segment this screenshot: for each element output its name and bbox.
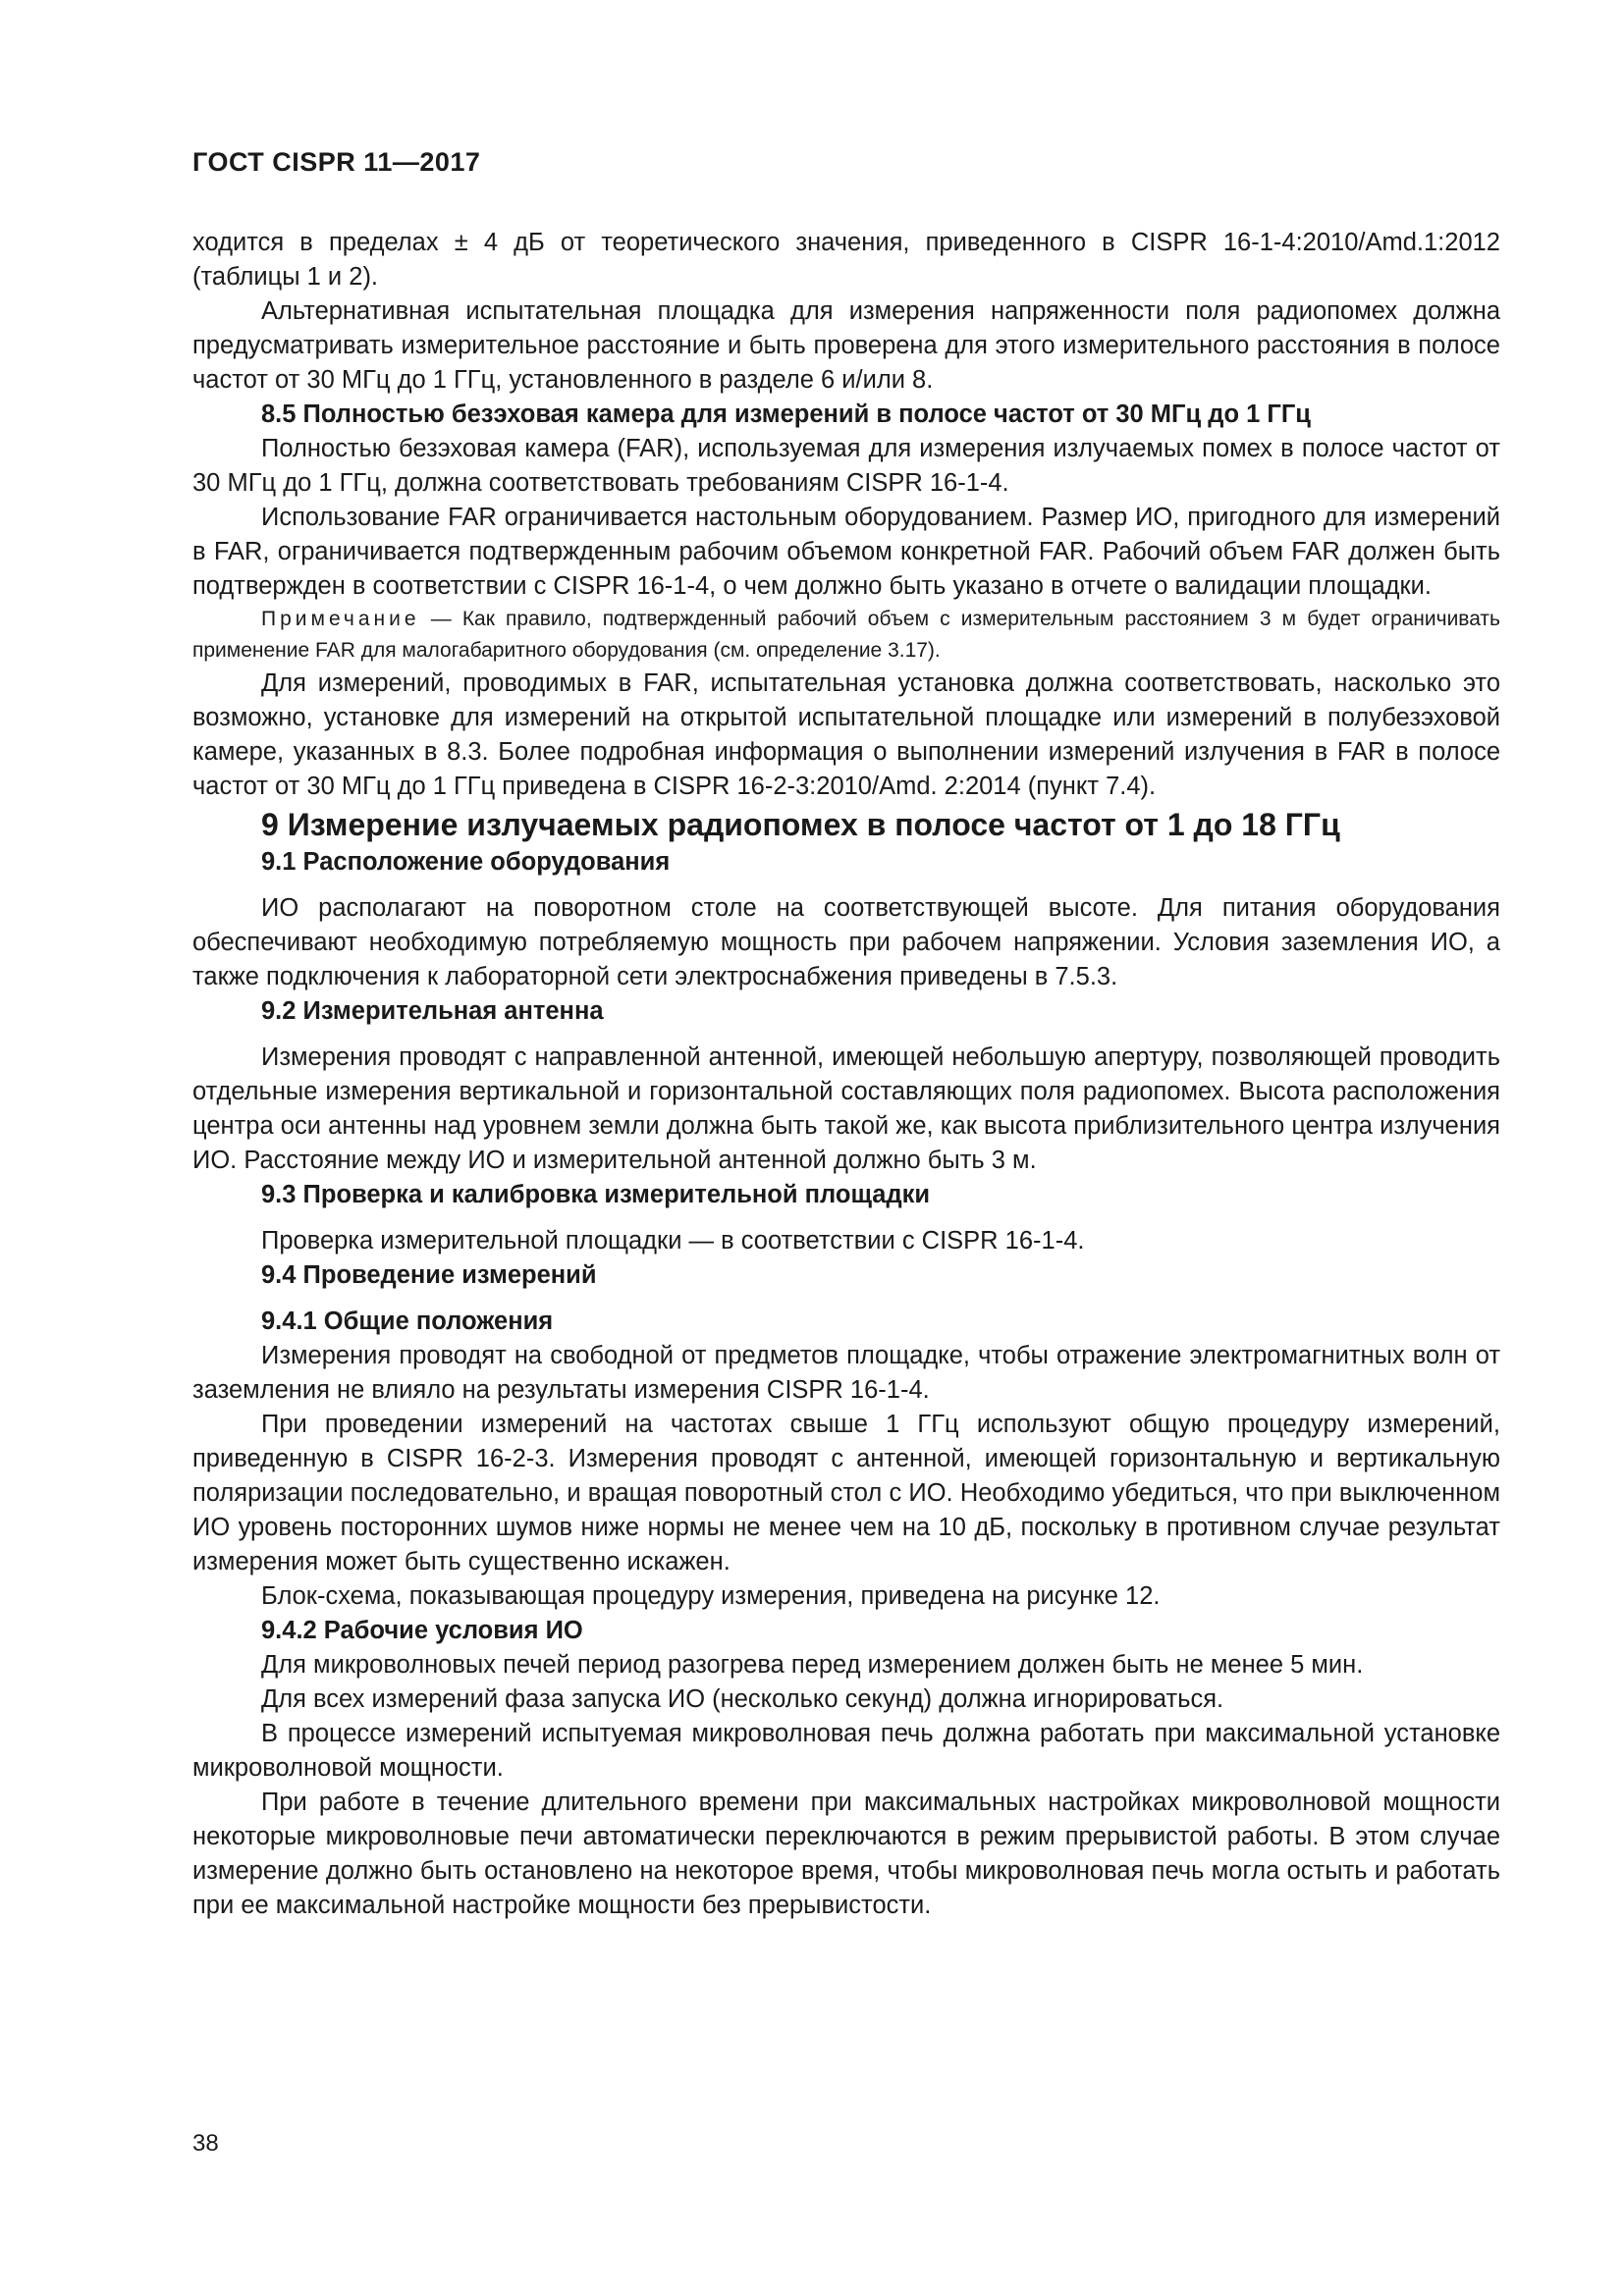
paragraph: Для измерений, проводимых в FAR, испытательная установка должна соответствовать, насколько это возможно, установке для измерений на открытой испытательной площадке или измерений в полубезэховой камере, указанных в 8.3. Более подробная информация о выполнении измерений излучения в FAR в полосе частот от 30 МГц до 1 ГГц приведена в CISPR 16-2-3:2010/Amd. 2:2014 (пункт 7.4). — [192, 669, 1500, 800]
paragraph: Для всех измерений фаза запуска ИО (несколько секунд) должна игнорироваться. — [261, 1685, 1224, 1713]
chapter-heading-9: 9 Измерение излучаемых радиопомех в полосе частот от 1 до 18 ГГц — [261, 807, 1340, 842]
note-label: Примечание — [261, 608, 420, 630]
paragraph: Для микроволновых печей период разогрева перед измерением должен быть не менее 5 мин. — [261, 1651, 1364, 1679]
document-header: ГОСТ CISPR 11—2017 — [192, 147, 481, 177]
paragraph: Блок-схема, показывающая процедуру измерения, приведена на рисунке 12. — [261, 1582, 1161, 1610]
section-heading-9-3: 9.3 Проверка и калибровка измерительной площадки — [261, 1181, 931, 1208]
section-heading-9-4-1: 9.4.1 Общие положения — [261, 1308, 554, 1335]
section-heading-8-5: 8.5 Полностью безэховая камера для измерений в полосе частот от 30 МГц до 1 ГГц — [261, 400, 1311, 428]
document-body — [192, 226, 1500, 1923]
paragraph: ходится в пределах ± 4 дБ от теоретического значения, приведенного в CISPR 16-1-4:2010/Amd.1:2012 (таблицы 1 и 2). — [192, 229, 1500, 291]
note-text: — Как правило, подтвержденный рабочий объем с измерительным расстоянием 3 м будет ограничивать применение FAR для малогабаритного оборудования (см. определение 3.17). — [192, 608, 1500, 662]
paragraph: Альтернативная испытательная площадка для измерения напряженности поля радиопомех должна предусматривать измерительное расстояние и быть проверена для этого измерительного расстояния в полосе частот от 30 МГц до 1 ГГц, установленного в разделе 6 и/или 8. — [192, 297, 1500, 394]
paragraph: Использование FAR ограничивается настольным оборудованием. Размер ИО, пригодного для измерений в FAR, ограничивается подтвержденным рабочим объемом конкретной FAR. Рабочий объем FAR должен быть подтвержден в соответствии с CISPR 16-1-4, о чем должно быть указано в отчете о валидации площадки. — [192, 504, 1500, 600]
section-heading-9-4: 9.4 Проведение измерений — [261, 1261, 597, 1289]
section-heading-9-2: 9.2 Измерительная антенна — [261, 997, 604, 1025]
paragraph: ИО располагают на поворотном столе на соответствующей высоте. Для питания оборудования обеспечивают необходимую потребляемую мощность при рабочем напряжении. Условия заземления ИО, а также подключения к лабораторной сети электроснабжения приведены в 7.5.3. — [192, 894, 1500, 990]
paragraph: Измерения проводят с направленной антенной, имеющей небольшую апертуру, позволяющей проводить отдельные измерения вертикальной и горизонтальной составляющих поля радиопомех. Высота расположения центра оси антенны над уровнем земли должна быть такой же, как высота приблизительного центра излучения ИО. Расстояние между ИО и измерительной антенной должно быть 3 м. — [192, 1043, 1500, 1174]
paragraph: Измерения проводят на свободной от предметов площадке, чтобы отражение электромагнитных волн от заземления не влияло на результаты измерения CISPR 16-1-4. — [192, 1342, 1500, 1404]
note — [192, 604, 1500, 667]
page-number: 38 — [192, 2130, 219, 2157]
paragraph: В процессе измерений испытуемая микроволновая печь должна работать при максимальной установке микроволновой мощности. — [192, 1720, 1500, 1782]
paragraph: При проведении измерений на частотах свыше 1 ГГц используют общую процедуру измерений, приведенную в CISPR 16-2-3. Измерения проводят с антенной, имеющей горизонтальную и вертикальную поляризации последовательно, и вращая поворотный стол с ИО. Необходимо убедиться, что при выключенном ИО уровень посторонних шумов ниже нормы не менее чем на 10 дБ, поскольку в противном случае результат измерения может быть существенно искажен. — [192, 1411, 1500, 1575]
section-heading-9-4-2: 9.4.2 Рабочие условия ИО — [261, 1617, 583, 1644]
paragraph: Полностью безэховая камера (FAR), используемая для измерения излучаемых помех в полосе частот от 30 МГц до 1 ГГц, должна соответствовать требованиям CISPR 16-1-4. — [192, 435, 1500, 497]
paragraph: Проверка измерительной площадки — в соответствии с CISPR 16-1-4. — [261, 1227, 1085, 1255]
section-heading-9-1: 9.1 Расположение оборудования — [261, 848, 671, 876]
paragraph: При работе в течение длительного времени при максимальных настройках микроволновой мощности некоторые микроволновые печи автоматически переключаются в режим прерывистой работы. В этом случае измерение должно быть остановлено на некоторое время, чтобы микроволновая печь могла остыть и работать при ее максимальной настройке мощности без прерывистости. — [192, 1789, 1500, 1919]
